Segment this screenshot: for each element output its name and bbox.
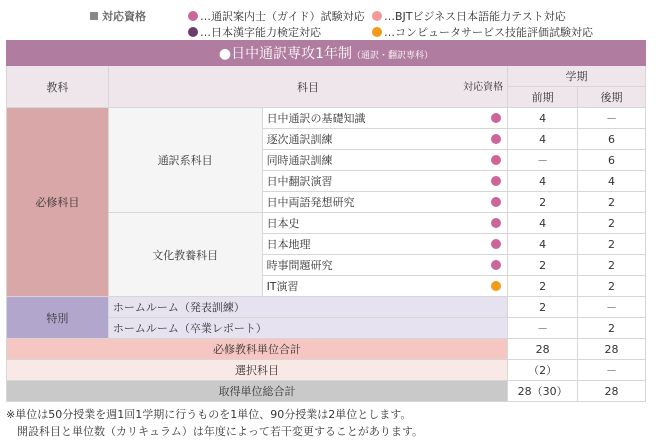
grand-total-label: 取得単位総合計	[7, 381, 508, 402]
special-category: 特別	[7, 297, 109, 339]
second-term-value: 2	[578, 234, 646, 255]
header-subject-type: 教科	[7, 66, 109, 108]
second-term-value: 2	[578, 318, 646, 339]
first-term-value: 2	[508, 297, 578, 318]
legend-item-guide: …通訳案内士（ガイド）試験対応	[188, 8, 365, 24]
legend-item-bjt: …BJTビジネス日本語能力テスト対応	[372, 8, 566, 24]
required-category: 必修科目	[7, 108, 109, 297]
elective-label: 選択科目	[7, 360, 508, 381]
second-term-value: －	[578, 360, 646, 381]
pink-dot-icon	[491, 176, 501, 186]
group-culture: 文化教養科目	[108, 213, 262, 297]
footnote-line: ※単位は50分授業を週1回1学期に行うものを1単位、90分授業は2単位とします。	[6, 408, 412, 421]
second-term-value: 28	[578, 381, 646, 402]
footnotes	[6, 406, 423, 440]
homeroom-graduation-report: ホームルーム（卒業レポート）	[108, 318, 507, 339]
first-term-value: 4	[508, 213, 578, 234]
second-term-value: 6	[578, 129, 646, 150]
legend-item-kanji: …日本漢字能力検定対応	[188, 24, 321, 40]
second-term-value: 2	[578, 192, 646, 213]
orange-dot-icon	[372, 27, 382, 37]
first-term-value: 2	[508, 255, 578, 276]
group-interpreting: 通訳系科目	[108, 108, 262, 213]
pink-dot-icon	[491, 113, 501, 123]
homeroom-presentation: ホームルーム（発表訓練）	[108, 297, 507, 318]
subject-cell: 同時通訳訓練	[262, 150, 508, 171]
subject-cell: IT演習	[262, 276, 508, 297]
curriculum-table	[6, 40, 646, 402]
second-term-value: 4	[578, 171, 646, 192]
pink-dot-icon	[491, 260, 501, 270]
header-second-term: 後期	[578, 87, 646, 108]
second-term-value: 2	[578, 255, 646, 276]
first-term-value: －	[508, 150, 578, 171]
pink-dot-icon	[491, 155, 501, 165]
legend-heading: 対応資格	[90, 8, 146, 24]
subject-cell: 時事問題研究	[262, 255, 508, 276]
subject-cell: 日本地理	[262, 234, 508, 255]
orange-dot-icon	[491, 281, 501, 291]
purple-dot-icon	[188, 27, 198, 37]
second-term-value: 6	[578, 150, 646, 171]
second-term-value: －	[578, 297, 646, 318]
first-term-value: （2）	[508, 360, 578, 381]
subject-cell: 日中通訳の基礎知識	[262, 108, 508, 129]
subject-cell: 日中翻訳演習	[262, 171, 508, 192]
table-title: ●日中通訳専攻1年制（通訳・翻訳専科）	[7, 41, 646, 66]
legend	[0, 0, 656, 40]
pink-dot-icon	[188, 11, 198, 21]
pink-dot-icon	[491, 197, 501, 207]
header-subject: 科目 対応資格	[108, 66, 507, 108]
footnote-line: 開設科目と単位数（カリキュラム）は年度によって若干変更することがあります。	[6, 425, 424, 438]
subject-cell: 日中両語発想研究	[262, 192, 508, 213]
first-term-value: 2	[508, 276, 578, 297]
first-term-value: 4	[508, 171, 578, 192]
second-term-value: 2	[578, 213, 646, 234]
second-term-value: 28	[578, 339, 646, 360]
header-qualification: 対応資格	[463, 82, 504, 93]
first-term-value: 28（30）	[508, 381, 578, 402]
first-term-value: 4	[508, 129, 578, 150]
first-term-value: －	[508, 318, 578, 339]
subject-cell: 逐次通訳訓練	[262, 129, 508, 150]
pink-dot-icon	[491, 239, 501, 249]
pink-dot-icon	[491, 134, 501, 144]
square-icon	[90, 12, 98, 20]
legend-item-computer: …コンピュータサービス技能評価試験対応	[372, 24, 593, 40]
required-total-label: 必修教科単位合計	[7, 339, 508, 360]
subject-cell: 日本史	[262, 213, 508, 234]
header-first-term: 前期	[508, 87, 578, 108]
header-term: 学期	[508, 66, 646, 87]
first-term-value: 4	[508, 108, 578, 129]
second-term-value: －	[578, 108, 646, 129]
second-term-value: 2	[578, 276, 646, 297]
first-term-value: 28	[508, 339, 578, 360]
pink-dot-icon	[491, 218, 501, 228]
salmon-dot-icon	[372, 11, 382, 21]
first-term-value: 4	[508, 234, 578, 255]
first-term-value: 2	[508, 192, 578, 213]
